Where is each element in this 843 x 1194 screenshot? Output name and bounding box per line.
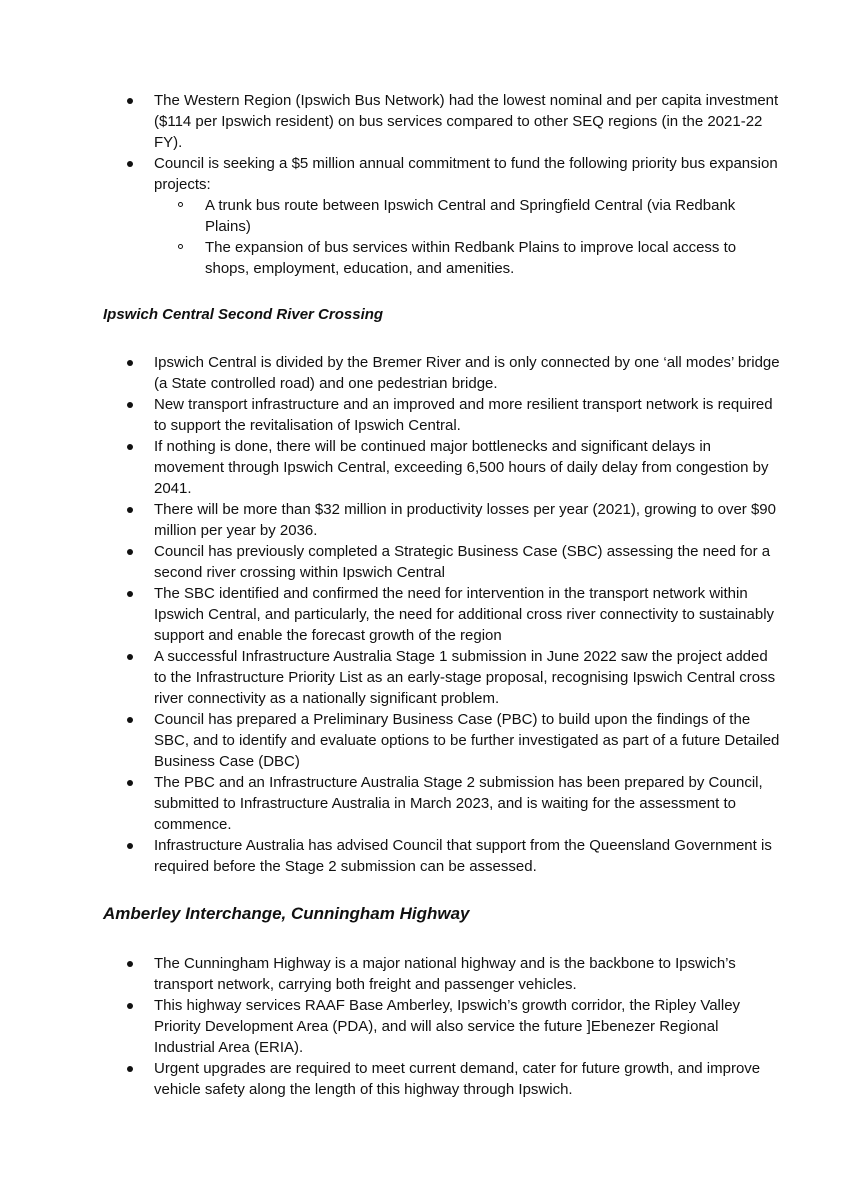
list-item: The SBC identified and confirmed the need for intervention in the transport network within Ipswich Central, and particularly, the need for additional cross river connectivity to sustainably support and enable the forecast growth of the region — [154, 583, 783, 646]
bullet-icon — [127, 360, 133, 366]
bullet-icon — [127, 402, 133, 408]
list-item: A successful Infrastructure Australia Stage 1 submission in June 2022 saw the project added to the Infrastructure Priority List as an early-stage proposal, recognising Ipswich Central cross river connectivity as a nationally significant problem. — [154, 646, 783, 709]
list-item: If nothing is done, there will be continued major bottlenecks and significant delays in movement through Ipswich Central, exceeding 6,500 hours of daily delay from congestion by 2041. — [154, 436, 783, 499]
bullet-icon — [127, 98, 133, 104]
list-item: Council has prepared a Preliminary Business Case (PBC) to build upon the findings of the SBC, and to identify and evaluate options to be further investigated as part of a future Detailed Business Case (DBC) — [154, 709, 783, 772]
bullet-icon — [127, 591, 133, 597]
bullet-icon — [127, 1003, 133, 1009]
sub-bullet-list — [205, 195, 783, 279]
river-crossing-section — [0, 352, 843, 877]
river-crossing-heading: Ipswich Central Second River Crossing — [103, 306, 384, 323]
bullet-icon — [127, 843, 133, 849]
list-item: Council has previously completed a Strategic Business Case (SBC) assessing the need for a second river crossing within Ipswich Central — [154, 541, 783, 583]
bullet-icon — [127, 1066, 133, 1072]
amberley-section — [0, 953, 843, 1100]
bus-bullet-list — [0, 90, 843, 279]
sub-list-item: The expansion of bus services within Redbank Plains to improve local access to shops, employment, education, and amenities. — [205, 237, 783, 279]
bullet-icon — [127, 549, 133, 555]
river-crossing-bullet-list — [0, 352, 843, 877]
bullet-icon — [127, 961, 133, 967]
bullet-icon — [127, 654, 133, 660]
list-item: This highway services RAAF Base Amberley, Ipswich’s growth corridor, the Ripley Valley Priority Development Area (PDA), and will also service the future ]Ebenezer Regional Industrial Area (ERIA). — [154, 995, 783, 1058]
bullet-icon — [127, 444, 133, 450]
list-item: The Cunningham Highway is a major national highway and is the backbone to Ipswich’s transport network, carrying both freight and passenger vehicles. — [154, 953, 783, 995]
list-item: Urgent upgrades are required to meet current demand, cater for future growth, and improve vehicle safety along the length of this highway through Ipswich. — [154, 1058, 783, 1100]
list-item: The PBC and an Infrastructure Australia Stage 2 submission has been prepared by Council, submitted to Infrastructure Australia in March 2023, and is waiting for the assessment to commence. — [154, 772, 783, 835]
bullet-icon — [127, 161, 133, 167]
hollow-bullet-icon — [178, 202, 183, 207]
amberley-bullet-list — [0, 953, 843, 1100]
bullet-icon — [127, 780, 133, 786]
bullet-icon — [127, 507, 133, 513]
list-item: New transport infrastructure and an improved and more resilient transport network is required to support the revitalisation of Ipswich Central. — [154, 394, 783, 436]
bullet-icon — [127, 717, 133, 723]
list-item: Ipswich Central is divided by the Bremer River and is only connected by one ‘all modes’ bridge (a State controlled road) and one pedestrian bridge. — [154, 352, 783, 394]
list-item: Infrastructure Australia has advised Council that support from the Queensland Government is required before the Stage 2 submission can be assessed. — [154, 835, 783, 877]
list-item: There will be more than $32 million in productivity losses per year (2021), growing to over $90 million per year by 2036. — [154, 499, 783, 541]
list-item: Council is seeking a $5 million annual commitment to fund the following priority bus expansion projects: A trunk bus route between Ipswich Central and Springfield Central (via Redbank Plains) The expansion of bus services within Redbank Plains to improve local access to shops, employment, education, and amenities. — [154, 153, 783, 279]
list-item: The Western Region (Ipswich Bus Network) had the lowest nominal and per capita investment ($114 per Ipswich resident) on bus services compared to other SEQ regions (in the 2021-22 FY). — [154, 90, 783, 153]
bus-network-section — [0, 90, 843, 279]
sub-list-item: A trunk bus route between Ipswich Central and Springfield Central (via Redbank Plains) — [205, 195, 783, 237]
amberley-heading: Amberley Interchange, Cunningham Highway — [103, 904, 470, 923]
hollow-bullet-icon — [178, 244, 183, 249]
